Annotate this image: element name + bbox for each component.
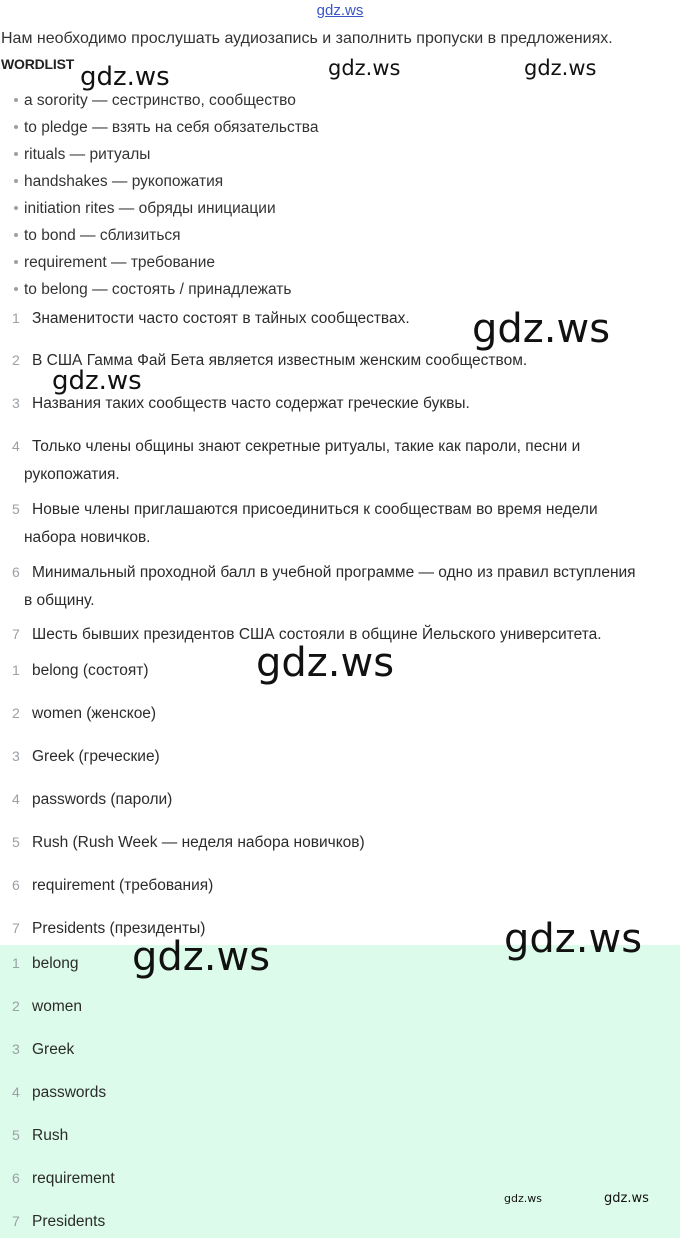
wordlist-item xyxy=(14,173,223,191)
answer-item xyxy=(12,1121,652,1150)
translation-text: women (женское) xyxy=(32,705,157,722)
task-description: Нам необходимо прослушать аудиозапись и заполнить пропуски в предложениях. xyxy=(1,30,613,47)
watermark: gdz.ws xyxy=(256,640,395,686)
item-number: 1 xyxy=(12,955,20,971)
watermark: gdz.ws xyxy=(472,306,611,352)
wordlist-heading: WORDLIST xyxy=(1,56,75,72)
item-number: 4 xyxy=(12,1084,20,1100)
sentence-item xyxy=(12,495,652,552)
item-number: 1 xyxy=(12,310,20,326)
translation-item xyxy=(12,699,652,728)
translation-item xyxy=(12,742,652,771)
item-number: 3 xyxy=(12,395,20,411)
bullet-icon xyxy=(14,260,18,264)
sentence-text: Знаменитости часто состоят в тайных сообществах. xyxy=(32,310,410,327)
bullet-icon xyxy=(14,179,18,183)
wordlist-item-text: a sorority — сестринство, сообщество xyxy=(24,92,296,109)
sentence-item xyxy=(12,558,652,615)
item-number: 3 xyxy=(12,1041,20,1057)
bullet-icon xyxy=(14,233,18,237)
item-number: 1 xyxy=(12,662,20,678)
watermark: gdz.ws xyxy=(504,1192,542,1205)
item-number: 2 xyxy=(12,998,20,1014)
sentence-text-continued: в общину. xyxy=(24,592,95,609)
wordlist-item-text: to belong — состоять / принадлежать xyxy=(24,281,292,298)
item-number: 6 xyxy=(12,1170,20,1186)
bullet-icon xyxy=(14,98,18,102)
sentence-text: Только члены общины знают секретные ритуалы, такие как пароли, песни и xyxy=(32,438,581,455)
answer-text: women xyxy=(32,998,82,1015)
item-number: 6 xyxy=(12,564,20,580)
watermark: gdz.ws xyxy=(80,62,170,92)
item-number: 2 xyxy=(12,705,20,721)
translation-text: passwords (пароли) xyxy=(32,791,173,808)
sentence-text: Шесть бывших президентов США состояли в общине Йельского университета. xyxy=(32,626,602,643)
answer-text: Greek xyxy=(32,1041,75,1058)
answer-text: belong xyxy=(32,955,79,972)
bullet-icon xyxy=(14,287,18,291)
watermark: gdz.ws xyxy=(524,56,597,80)
watermark: gdz.ws xyxy=(328,56,401,80)
answer-item xyxy=(12,1207,652,1236)
item-number: 7 xyxy=(12,626,20,642)
item-number: 7 xyxy=(12,1213,20,1229)
watermark: gdz.ws xyxy=(52,366,142,396)
answer-item xyxy=(12,1035,652,1064)
translation-text: Rush (Rush Week — неделя набора новичков) xyxy=(32,834,365,851)
translation-text: belong (состоят) xyxy=(32,662,149,679)
wordlist-item xyxy=(14,200,276,218)
wordlist-item-text: to bond — сблизиться xyxy=(24,227,181,244)
answer-item xyxy=(12,992,652,1021)
sentence-text: Минимальный проходной балл в учебной программе — одно из правил вступления xyxy=(32,564,636,581)
item-number: 6 xyxy=(12,877,20,893)
translation-text: Greek (греческие) xyxy=(32,748,160,765)
watermark: gdz.ws xyxy=(504,916,643,962)
wordlist-item xyxy=(14,92,296,110)
wordlist-item xyxy=(14,146,150,164)
wordlist-item-text: requirement — требование xyxy=(24,254,216,271)
sentence-text: Названия таких сообществ часто содержат греческие буквы. xyxy=(32,395,470,412)
answer-text: Presidents xyxy=(32,1213,106,1230)
sentence-text-continued: рукопожатия. xyxy=(24,466,120,483)
answer-text: passwords xyxy=(32,1084,107,1101)
sentence-item xyxy=(12,432,652,489)
translation-text: requirement (требования) xyxy=(32,877,214,894)
translation-text: Presidents (президенты) xyxy=(32,920,206,937)
bullet-icon xyxy=(14,206,18,210)
translation-item xyxy=(12,828,652,857)
wordlist-item-text: rituals — ритуалы xyxy=(24,146,151,163)
answer-item xyxy=(12,1164,652,1193)
wordlist-item-text: initiation rites — обряды инициации xyxy=(24,200,276,217)
answer-text: Rush xyxy=(32,1127,69,1144)
item-number: 7 xyxy=(12,920,20,936)
item-number: 5 xyxy=(12,1127,20,1143)
wordlist-item xyxy=(14,227,181,245)
item-number: 3 xyxy=(12,748,20,764)
wordlist-item xyxy=(14,254,215,272)
site-link[interactable]: gdz.ws xyxy=(316,2,364,19)
answer-text: requirement xyxy=(32,1170,115,1187)
bullet-icon xyxy=(14,125,18,129)
watermark: gdz.ws xyxy=(132,934,271,980)
translation-item xyxy=(12,785,652,814)
item-number: 4 xyxy=(12,791,20,807)
wordlist-item xyxy=(14,119,318,137)
bullet-icon xyxy=(14,152,18,156)
item-number: 5 xyxy=(12,834,20,850)
wordlist-item xyxy=(14,281,291,299)
sentence-text: В США Гамма Фай Бета является известным женским сообществом. xyxy=(32,352,528,369)
translation-item xyxy=(12,871,652,900)
item-number: 2 xyxy=(12,352,20,368)
item-number: 5 xyxy=(12,501,20,517)
watermark: gdz.ws xyxy=(604,1191,649,1206)
sentence-text-continued: набора новичков. xyxy=(24,529,151,546)
wordlist-item-text: handshakes — рукопожатия xyxy=(24,173,224,190)
sentence-text: Новые члены приглашаются присоединиться к сообществам во время недели xyxy=(32,501,598,518)
wordlist-item-text: to pledge — взять на себя обязательства xyxy=(24,119,319,136)
answer-item xyxy=(12,1078,652,1107)
item-number: 4 xyxy=(12,438,20,454)
